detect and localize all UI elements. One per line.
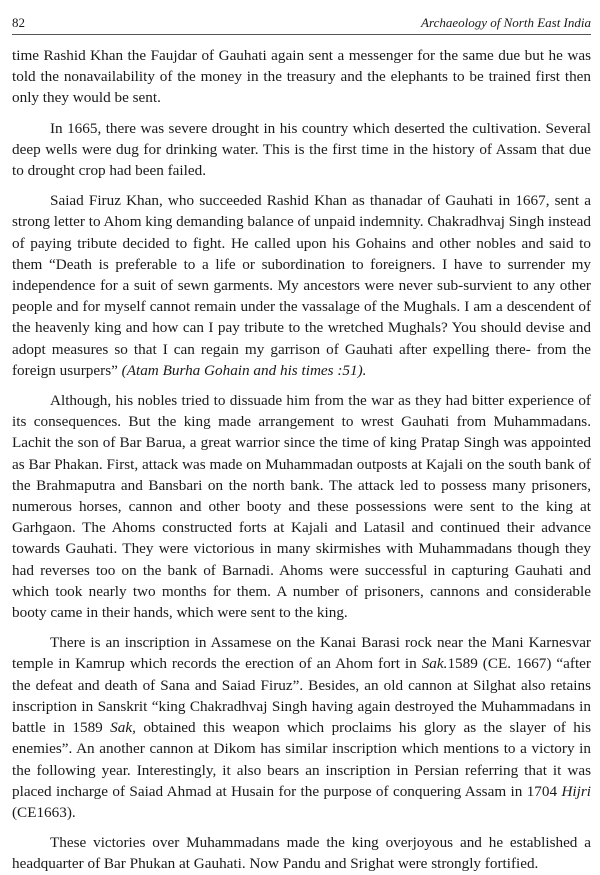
paragraph-text: These victories over Muhammadans made the king overjoyous and he established a headquarter of Bar Phukan at Gauhati. Now Pandu and Srighat were strongly fortified. — [12, 834, 591, 873]
citation: (Atam Burha Gohain and his times :51). — [121, 361, 367, 379]
paragraph-text: time Rashid Khan the Faujdar of Gauhati again sent a messenger for the same due but he was told the nonavailability of the money in the treasury and the elephants to be trained first then only they would be sent. — [12, 47, 591, 107]
paragraph-text: (CE1663). — [12, 803, 76, 821]
book-title: Archaeology of North East India — [421, 15, 591, 30]
paragraph — [12, 390, 591, 623]
paragraph-text: 1589 (CE. 1667) “after the defeat and death of Sana and Saiad Firuz”. Besides, an old cannon at Silghat also retains inscription in Sanskrit “king Chakradhvaj Singh having again destroyed the Muhammadans in battle in 1589 — [12, 655, 591, 737]
era-term: Hijri — [561, 782, 591, 800]
paragraph — [12, 190, 591, 381]
paragraph-text: There is an inscription in Assamese on the Kanai Barasi rock near the Mani Karnesvar temple in Kamrup which records the erection of an Ahom fort in — [12, 634, 591, 673]
paragraph-text: Saiad Firuz Khan, who succeeded Rashid Khan as thanadar of Gauhati in 1667, sent a strong letter to Ahom king demanding balance of unpaid indemnity. Chakradhvaj Singh instead of paying tribute decided to fight. He called upon his Gohains and other nobles and said to them “Death is preferable to a life or subordination to foreigners. I have to surrender my independence for a suit of sewn garments. My ancestors were never sub-survient to any other people and for myself cannot remain under the vassalage of the Mughals. I am a descendent of the heavenly king and how can I pay tribute to the wretched Mughals? You should devise and adopt measures so that I can regain my garrison of Gauhati after expelling there- from the foreign usurpers” — [12, 192, 591, 379]
running-header — [12, 5, 591, 35]
page-body — [12, 45, 591, 875]
page-number: 82 — [12, 15, 25, 30]
paragraph — [12, 632, 591, 823]
paragraph-text: In 1665, there was severe drought in his country which deserted the cultivation. Several deep wells were dug for drinking water. This is the first time in the history of Assam that due to drought crop had been failed. — [12, 119, 591, 180]
paragraph-text: Although, his nobles tried to dissuade him from the war as they had bitter experience of its consequences. But the king made arrangement to wrest Gauhati from Muhammadans. Lachit the son of Bar Barua, a great warrior since the time of king Pratap Singh was appointed as Bar Phakan. First, attack was made on Muhammadan outposts at Kajali on the south bank of the Brahmaputra and Bansbari on the north bank. The attack led to possess many prisoners, numerous horses, cannon and other booty and these possessions were sent to the king at Garhgaon. The Ahoms constructed forts at Kajali and Latasil and continued their advance towards Gauhati. They were victorious in many skirmishes with Muhammadans though they had reverses too on the bank of Barnadi. Ahoms were successful in capturing Gauhati and which took nearly two months for them. A number of prisoners, cannons and considerable booty came in their hands, which were sent to the king. — [12, 392, 591, 622]
era-term: Sak, — [110, 719, 136, 737]
paragraph-text: obtained this weapon which proclaims his glory as the slayer of his enemies”. An another cannon at Dikom has similar inscription which mentions to a victory in the following year. Interestingly, it also bears an inscription in Persian referring that it was placed incharge of Saiad Ahmad at Husain for the purpose of conquering Assam in 1704 — [12, 719, 591, 800]
paragraph — [12, 832, 591, 874]
era-term: Sak. — [421, 655, 448, 673]
paragraph — [12, 45, 591, 109]
paragraph — [12, 118, 591, 182]
